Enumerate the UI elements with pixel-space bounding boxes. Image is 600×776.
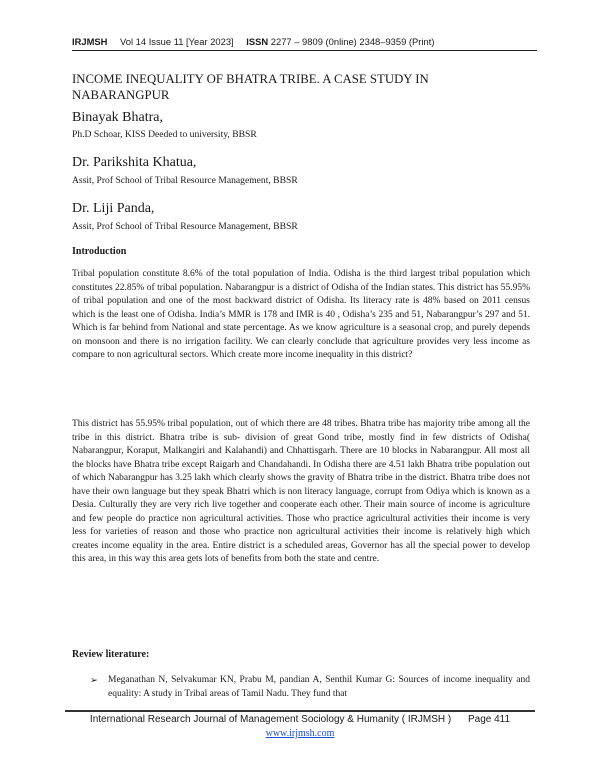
footer-url-line [65, 728, 535, 739]
header-divider [72, 50, 537, 51]
review-item-text: Meganathan N, Selvakumar KN, Prabu M, pandian A, Senthil Kumar G: Sources of income inequality and equality: A study in Tribal areas of Tamil Nadu. They fund that [108, 675, 530, 699]
author-affiliation-1: Ph.D Schoar, KISS Deeded to university, BBSR [72, 129, 257, 140]
author-name-3: Dr. Liji Panda, [72, 201, 155, 216]
author-affiliation-3: Assit, Prof School of Tribal Resource Management, BBSR [72, 221, 298, 232]
footer-journal-name: International Research Journal of Management Sociology & Humanity ( IRJMSH ) [89, 714, 452, 725]
journal-website-link[interactable]: www.irjmsh.com [265, 728, 335, 739]
article-title: INCOME INEQUALITY OF BHATRA TRIBE. A CASE STUDY IN NABARANGPUR [72, 72, 429, 102]
intro-paragraph-1: Tribal population constitute 8.6% of the total population of India. Odisha is the third largest tribal population which constitutes 22.85% of tribal population. Nabarangpur is a district of Odisha of the Indian states. This district has 55.95% of tribal population and one of the most backward district of Odisha. Its literacy rate is 48% based on 2011 census which is the least one of Odisha. India’s MMR is 178 and IMR is 40 , Odisha’s 235 and 51, Nabarangpur’s 297 and 51. Which is far behind from National and state percentage. As we know agriculture is a seasonal crop, and purely depends on monsoon and there is no irrigation facility. We can clearly conclude that agriculture provides very less income as compare to non agricultural sectors. Which create more income inequality in this district? [72, 269, 530, 360]
author-name-1: Binayak Bhatra, [72, 110, 163, 125]
author-affiliation-2: Assit, Prof School of Tribal Resource Management, BBSR [72, 175, 298, 186]
issn-value: 2277 – 9809 (0nline) 2348–9359 (Print) [270, 36, 435, 47]
intro-paragraph-2: This district has 55.95% tribal population, out of which there are 48 tribes. Bhatra tribe has majority tribe among all the tribe in this district. Bhatra tribe is sub- division of great Gond tribe, mostly find in few districts of Odisha( Nabarangpur, Koraput, Malkangiri and Kalahandi) and Chhattisgarh. There are 10 blocks in Nabarangpur. All most all the blocks have Bhatra tribe except Raigarh and Chandahandi. In Odisha there are 4.51 lakh Bhatra tribe population out of which Nabarangpur has 3.25 lakh which clearly shows the gravity of Bhatra tribe in the district. Bhatra tribe does not have their own language but they speak Bhatri which is non literacy language, corrupt from Odiya which is known as a Desia. Culturally they are very rich live together and cooperate each other. Their main source of income is agriculture and few people do practice non agricultural activities. Those who practice agricultural activities their income is very less for varieties of reason and those who practice non agricultural activities their income is relatively high which creates income equality in the area. Entire district is a scheduled areas, Governor has all the special power to develop this area, in this way this area gets lots of benefits from both the state and centre. [72, 419, 530, 564]
arrow-bullet-icon: ➢ [90, 675, 98, 686]
author-name-2: Dr. Parikshita Khatua, [72, 155, 197, 170]
running-footer [65, 714, 535, 725]
footer-divider [65, 710, 535, 712]
review-heading: Review literature: [72, 649, 150, 660]
footer-page-number: Page 411 [467, 714, 511, 725]
running-header [72, 36, 542, 47]
volume-issue: Vol 14 Issue 11 [Year 2023] [120, 36, 234, 47]
issn-label: ISSN [246, 36, 269, 47]
introduction-heading: Introduction [72, 246, 127, 257]
journal-abbr: IRJMSH [72, 36, 108, 47]
